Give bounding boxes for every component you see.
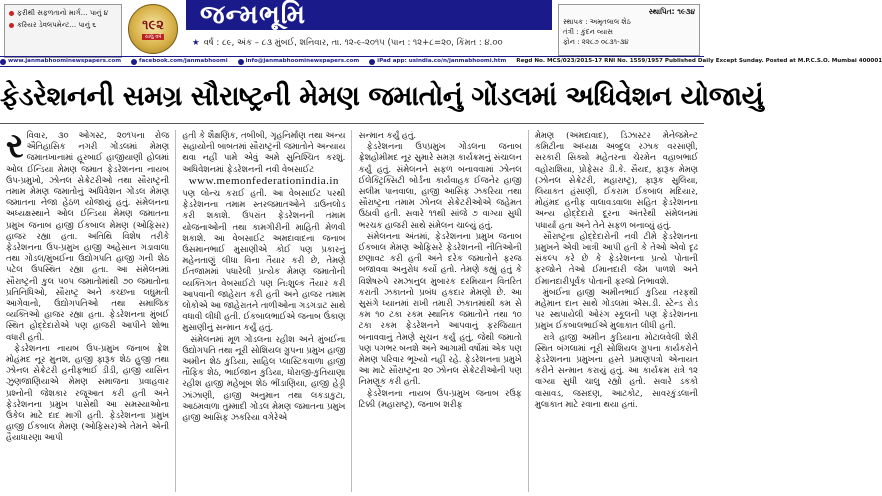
paragraph: મેમણ (અમદાવાદ), ડિઝાસ્ટર મેનેજમેન્ટ કમિટીના અધ્યક્ષ અબ્દુલ રઝાક વરસાણી, સરકારી સિક્યો મહેતરના ચેરમેન વહાબભાઈ વહોરાશિયા, પ્રોફેસર ડી.કે. સૈયદ, ફારૂક મેમણ (ઝોનલ સેક્રેટરી, મહારાષ્ટ્ર), ફારૂક સુલિયા, લિયાકત હંસાણી, ઈકરામ ઈકબાલ મદિયાર, મોહંમદ હનીફ વાલાવડવાલા સહિત ફેડરેશનના અન્ય હોદ્દેદારો દૂરના અંતરેથી સંમેલનમાં પધાર્યા હતા અને તેને સફળ બનાવ્યું હતું. [534, 130, 698, 230]
founder-title: સ્થાપિત: ૧૯૩૪ [648, 7, 695, 16]
article-column-4 [535, 130, 698, 492]
article-column-3 [359, 130, 522, 492]
column-divider [528, 130, 529, 492]
bullet-icon [9, 11, 14, 16]
paragraph: મુંબઈના હાજી અમીનભાઈ કુડિયા તરફથી મહેમાન દાન સાથે ગોંડલમાં એસ.ડી. સ્ટેન્ડ રોડ પર સ્થપાયેલી ઓરંગ સ્કૂલની પણ ફેડરેશનના પ્રમુખ ઈકબાલભાઈએ મુલાકાત લીધી હતી. [534, 286, 698, 331]
article-body [6, 126, 698, 492]
facebook-icon [131, 59, 137, 65]
emblem-caption: ચાલુ વર્ષે [142, 34, 165, 40]
teaser-text: ફરીથી સફળતાનો માર્ગ… પાનું ૪ [17, 9, 108, 17]
email-link[interactable] [238, 57, 360, 66]
emblem-year: ૧૯૨ [142, 17, 164, 33]
ipad-text: iPad app: usindia.co/n/janmabhoomi.htm [377, 58, 507, 64]
website-text: www.janmabhoominewspapers.com [8, 58, 122, 64]
teaser-item[interactable] [9, 7, 117, 19]
founder-line: તંત્રી : કુંદન વ્યાસ [563, 28, 613, 36]
paragraph: પણ લોન્ચ કરાઈ હતી. આ વેબસાઈટ પરથી ફેડરેશનના તમામ સ્તરજમાતઓને ડાઉનલોડ કરી શકાશે. ઉપરાંત ફેડરેશનની તમામ યોજનાઓની તથા કામગીરીની માહિતી મેળવી શકાશે. આ વેબસાઈટ અમદાવાદના જનાબ ઉસમાનભાઈ મુસાણીએ કોઈ પણ પ્રકારનું મહેનતાણું લીધા વિના તૈયાર કરી છે, તેમણે ઈતજામમાં પધારેલી પ્રત્યેક મેમણ જમાતોની વ્યક્તિગત વેબસાઈટો પણ નિ:શુલ્ક તૈયાર કરી આપવાની જાહેરાત કરી હતી અને હાજર તમામ લોકોએ આ જાહેરાતને તાળીઓના ગડગડાટ સાથે વધાવી લીધી હતી. ઈકબાલભાઈએ જનાબ ઉંકાણ મુસાણીનું સન્માન કર્યું હતું. [182, 188, 346, 333]
email-text: info@janmabhoominewspapers.com [245, 58, 360, 64]
info-bar [0, 56, 882, 67]
paragraph: સંમેલનના અંતમાં, ફેડરેશનના પ્રમુખ જનાબ ઈકબાલ મેમણ ઓફિસરે ફેડરેશનની નીતિઓની છણાવટ કરી હતી અને દરેક જમાતોને ફરજ બજાવવા અનુરોધ કર્યો હતો. તેમણે કહ્યું હતું કે વિશેષરુપે રમઝાનુલ મુબારક દરમિયાન વિતરિત કરાતી ઝકાતનો પ્રબંધ હકદાર મેમણો છે. આ સુસંગે ધ્યાનમાં રાખી તમારી ઝકાતમાંથી કમ સે કમ ૧૦ ટકા રકમ સ્થાનિક જમાતોને તથા ૧૦ ટકા રકમ ફેડરેશનને આપવાનું ફરજિયાત બનાવવાનું તેમણે સૂચન કર્યું હતું, જેથી જમાતો પણ પગભર બનશે અને આગામી વર્ષોમાં એક પણ મેમણ પરિવાર ભૂખ્યો નહીં રહે. ફેડરેશનના પ્રમુખે આ માટે સૌરાષ્ટ્રના ૨૦ ઝોનલ સેક્રેટરીઓની પણ નિમણૂક કરી હતી. [358, 230, 522, 387]
drop-cap: ર [6, 126, 24, 166]
paragraph: સંમેલનમાં મૂળ ગોંડલના રહીશ અને મુંબઈના ઉદ્યોગપતિ તથા નૂરી સોશિયલ ગ્રુપના પ્રમુખ હાજી અમીન શેઠ કુડિયા, સાહિલ પ્લાસ્ટિકવાળા હાજી તૌફિક શેઠ, ભાઈજાન કુડિયા, ધોરાજી-કુતિયાણા રહીશ હાજી મહેબૂબ શેઠ ભીંડાણિયા, હાજી હેડ્ડી ઝાંઝાણી, હાજી અનુમાન તથા લકડાકુટા, આઠમવાળા તુમ્માદી ગોંડલ મેમણ જમાતના પ્રમુખ હાજી આસિફ ઝકરિયા વગેરેએ [182, 333, 346, 423]
website-link[interactable] [0, 57, 121, 66]
newspaper-logo[interactable]: જન્મભૂમિ [186, 0, 552, 30]
teaser-text: કરિયર ડેવલપમેન્ટ… પાનું ૬ [17, 21, 97, 29]
tablet-icon [369, 59, 375, 65]
column-divider [175, 130, 176, 492]
globe-icon [0, 59, 6, 65]
bullet-icon [9, 23, 14, 28]
paragraph: સન્માન કર્યું હતું. [358, 130, 417, 140]
paragraph: ફેડરેશનના નાયબ ઉપ-પ્રમુખ જનાબ રઉફ ટિક્કી (મહારાષ્ટ્ર), જનાબ શરીફ [358, 387, 522, 409]
federation-website-link[interactable]: www.memonfederationindia.in [188, 174, 339, 187]
registration-info: Regd No. MCS/023/2015-17 RNI No. 1559/1957 Published Daily Except Sunday. Posted at M.P.C.S.O. Mumbai 400001 [516, 58, 882, 64]
paragraph-text: વિવાર, ૩૦ ઓગસ્ટ, ૨૦૧૫ના રોજ ઐતિહાસિક નગરી ગોંડલમાં મેમણ જમાતખાનામાં હૂરબાઈ હાજીયાણી હોલમાં ઓલ ઈન્ડિયા મેમણ જમાત ફેડરેશનના નાયબ ઉપ-પ્રમુખો, ઝોનલ સેક્રેટરીઓ તથા સૌરાષ્ટ્રની તમામ મેમણ જમાતોનું અધિવેશન ગોંડલ મેમણ જમાતના નેજા હેઠળ યોજાયું હતું. સંમેલનના અધ્યક્ષસ્થાને ઓલ ઈન્ડિયા મેમણ જમાતના પ્રમુખ જનાબ હાજી ઈકબાલ મેમણ (ઓફિસર) હાજર રહ્યા હતા. અતિથિ વિશેષ તરીકે ફેડરેશનના ઉપ-પ્રમુખ હાજી અહેસાન ગડાવાલા તથા ગોંડલ/મુંબઈના ઉદ્યોગપતિ હાજી ગની શેઠ પટેલ ઉપસ્થિત રહ્યા હતા. આ સંમેલનમાં સૌરાષ્ટ્રની કુલ ૫૦૫ જમાતોમાંથી ૭૦ જમાતોના પ્રતિનિધિઓ, સૌરાષ્ટ્ર અને કચ્છના લઘુમતી આગેવાનો, ઉદ્યોગપતિઓ તથા સમાજિક વ્યક્તિઓ હાજર રહ્યા હતા. ફેડરેશનના મુંબઈ સ્થિત હોદ્દેદારોએ પણ હાજરી આપીને શોભા વધારી હતી. [6, 130, 169, 342]
star-icon: ★ [192, 38, 200, 48]
teaser-item[interactable] [9, 19, 117, 31]
dateline [192, 36, 552, 50]
article-headline: ફેડરેશનની સમગ્ર સૌરાષ્ટ્રની મેમણ જમાતોનું ગોંડલમાં અધિવેશન યોજાયું [0, 70, 704, 124]
paragraph: રાત્રે હાજી અમીન કુડિયાના મોટાલવેલી શેરી સ્થિત બંગલામાં નૂરી સોશિયલ ગ્રુપના કાર્યકરોને ફેડરેશનના પ્રમુખના હસ્તે પ્રમાણપત્રો એનાયત કરીને સન્માન કરાયું હતું. આ કાર્યક્રમ રાત્રે ૧૨ વાગ્યા સુધી ચાલુ રહ્યો હતો. સવારે ડકકો વાસાવડ, જસદણ, આટકોટ, સાવરકુંડલાની મુલાકાત માટે રવાના થયા હતાં. [534, 331, 698, 409]
founder-box [558, 4, 700, 56]
email-icon [238, 59, 244, 65]
article-column-1 [6, 126, 169, 492]
teaser-box [4, 4, 122, 58]
ipad-link[interactable] [369, 57, 506, 66]
dateline-text: વર્ષ : ૮૯, અંક – ૮૩ મુંબઈ, શનિવાર, તા. ૧૨-૯-૨૦૧૫ (પાન : ૧૨+૮=૨૦, કિંમત : ૪.૦૦ [203, 38, 503, 48]
paragraph: ફેડરેશનના નાયબ ઉપ-પ્રમુખ જનાબ ફ્રેશ મોહંમદ નૂર મુનશ, હાજી ફારૂક શેઠ હુજી તથા ઝોનલ સેક્રેટરી હનીફભાઈ ડીડી, હાજી યાસિન ઝુણજાણિયાએ મેમણ સમાજના પ્રવાહવાર પ્રશ્નોની જેશકાર રજૂઆત કરી હતી અને ફેડરેશનના પ્રમુખ પાસેથી આ સમસ્યાઓના ઉકેલ માટે દાદ માગી હતી. ફેડરેશનના પ્રમુખ હાજી ઈકબાલ મેમણ (ઓફિસર)એ તેમને એની હૈયાધારણા આપી [6, 342, 169, 443]
paragraph: ફેડરેશનના ઉપપ્રમુખ ગોંડલના જનાબ ફ્રેશહોમીમદ નૂર સુમારે સમગ્ર કાર્યક્રમનું સંચાલન કર્યું હતું. સંમેલનને સફળ બનાવવામાં ઝોનલ ઈલેક્ટ્રિક્સિટી બોર્ડના કાર્યવાહક ઈજનેર હાજી સલીમ પાનવાલા, હાજી આસિફ ઝકરિયા તથા સૌરાષ્ટ્રના તમામ ઝોનલ સેક્રેટરીઓએ જહેમત ઉઠાવી હતી. સવારે ૧૧થી સાંજે ૭ વાગ્યા સુધી ભરચક હાજરી સાથે સંમેલન ચાલ્યું હતું. [358, 141, 522, 230]
founder-line: ફોન : ૨૨૮૭ ૦૮૩૧-૩૪ [563, 38, 629, 46]
column-divider [351, 130, 352, 492]
founder-line: સ્થાપક : અમૃતલાલ શેઠ [563, 18, 631, 26]
paragraph [6, 126, 169, 343]
masthead [0, 0, 882, 68]
paragraph: હતી કે શૈક્ષણિક, તબીબી, ગૃહનિર્માણ તથા અન્ય સહાયોની બાબતમાં સૌરાષ્ટ્રની જમાતોને અન્યાય થવા નહીં પામે એવું અમે સુનિશ્ચિત કરશું. અધિવેશનમાં ફેડરેશનની નવી વેબસાઈટ [182, 130, 346, 174]
anniversary-emblem-icon [128, 4, 178, 54]
article-column-2 [182, 130, 345, 492]
paragraph: સૌરાષ્ટ્રના હોદ્દેદારોની નવી ટીમે ફેડરેશનના પ્રમુખને એવી ખાત્રી આપી હતી કે તેઓ એવો દૃઢ સંકલ્પ કરે છે કે ફેડરેશનના પ્રત્યે પોતાની ફરજોને તેઓ ઈમાનદારી જેમ પાળશે અને ઈમાનદારીપૂર્વક પોતાની ફરજો નિભાવશે. [534, 230, 698, 286]
facebook-text: facebook.com/janmabhoomi [139, 58, 228, 64]
facebook-link[interactable] [131, 57, 228, 66]
